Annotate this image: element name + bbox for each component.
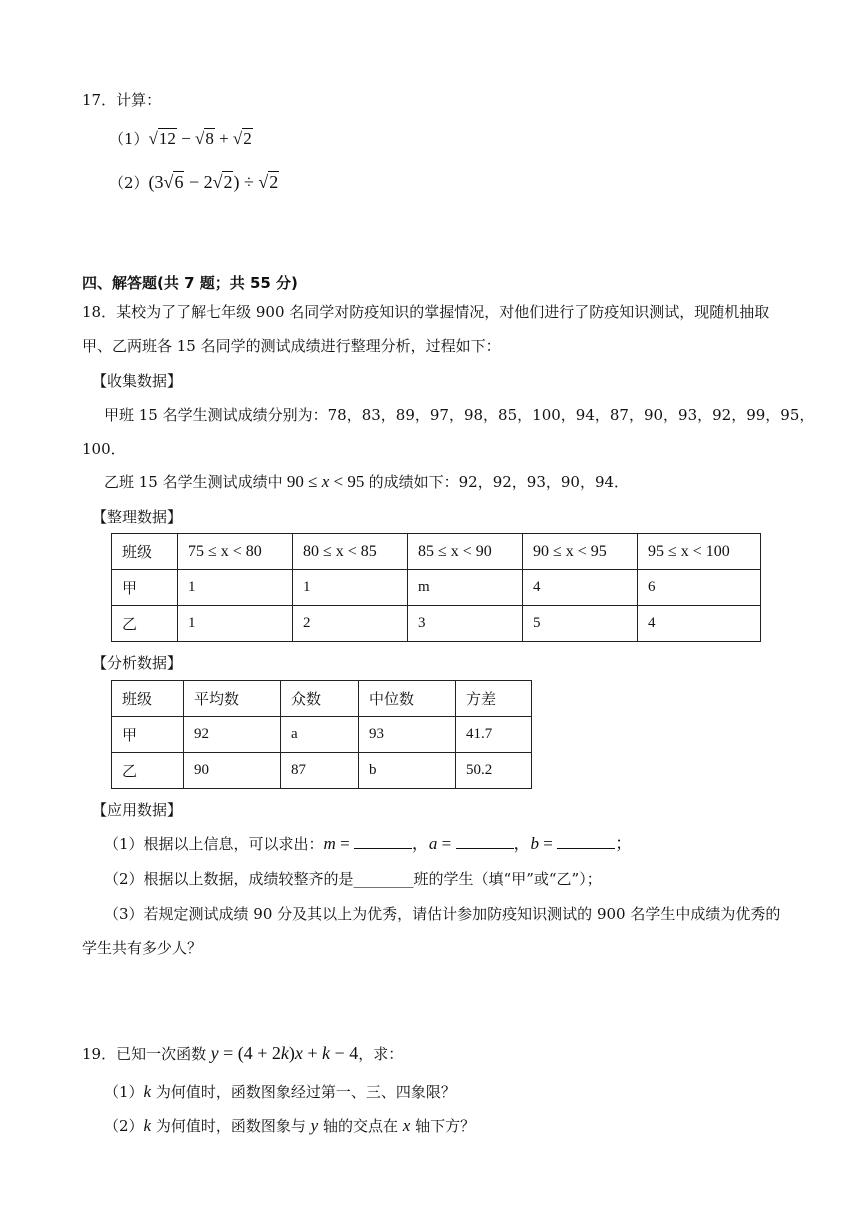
yi-scores-prefix: 乙班 15 名学生测试成绩中 [104, 473, 283, 491]
answer-blank-m[interactable] [354, 834, 412, 849]
statistics-table [111, 680, 532, 789]
frequency-table-header [112, 534, 761, 570]
table-row [112, 570, 761, 606]
table-cell: 85 ≤ x < 90 [408, 534, 523, 570]
q17-part1 [109, 128, 253, 150]
q18-sub1 [104, 833, 632, 855]
table-cell: m [408, 570, 523, 606]
table-cell: 75 ≤ x < 80 [178, 534, 293, 570]
variable-k: k [143, 1082, 152, 1101]
variable-k: k [143, 1116, 152, 1135]
table-cell: a [281, 717, 359, 753]
table-cell: 92 [184, 717, 281, 753]
table-cell: 1 [178, 606, 293, 642]
table-cell: 甲 [112, 570, 178, 606]
q19-sub2-mid: 为何值时，函数图象与 [155, 1117, 306, 1135]
table-cell: 众数 [281, 681, 359, 717]
section-heading: 四、解答题(共 7 题；共 55 分) [82, 274, 298, 292]
q19-sub1-text: 为何值时，函数图象经过第一、三、四象限？ [155, 1083, 456, 1101]
frequency-table [111, 533, 761, 642]
table-row [112, 717, 532, 753]
table-cell: 4 [523, 570, 638, 606]
q19-sub1: （1）k 为何值时，函数图象经过第一、三、四象限？ [104, 1082, 456, 1101]
table-cell: 乙 [112, 753, 184, 789]
table-cell: 50.2 [456, 753, 532, 789]
table-cell: 80 ≤ x < 85 [293, 534, 408, 570]
q18-sub1-answers: m = ，a = ，b = ； [323, 834, 633, 853]
jia-scores-line1: 甲班 15 名学生测试成绩分别为：78，83，89，97，98，85，100，94，87，90，93，92，99，95， [104, 406, 815, 424]
q19-suffix: ，求： [358, 1045, 404, 1063]
table-cell: 班级 [112, 681, 184, 717]
answer-blank-a[interactable] [456, 834, 514, 849]
q17-part2 [109, 171, 279, 194]
table-cell: 6 [638, 570, 761, 606]
table-cell: 中位数 [359, 681, 456, 717]
variable-y: y [310, 1116, 319, 1135]
q17-title: 17．计算： [82, 91, 162, 109]
table-cell: b [359, 753, 456, 789]
collect-heading: 【收集数据】 [92, 372, 183, 390]
q19-prefix: 19．已知一次函数 [82, 1045, 207, 1063]
table-cell: 1 [293, 570, 408, 606]
table-cell: 4 [638, 606, 761, 642]
table-cell: 班级 [112, 534, 178, 570]
jia-scores-line2: 100． [82, 440, 126, 458]
q18-intro-line1: 18．某校为了了解七年级 900 名同学对防疫知识的掌握情况，对他们进行了防疫知识测试，现随机抽取 [82, 303, 770, 321]
yi-range-expression: 90 ≤ x < 95 [282, 472, 369, 491]
organize-heading: 【整理数据】 [92, 508, 183, 526]
q19-sub2-mid2: 轴的交点在 [323, 1117, 399, 1135]
q18-sub3-line2: 学生共有多少人？ [82, 939, 203, 957]
table-cell: 90 [184, 753, 281, 789]
q18-sub3-line1: （3）若规定测试成绩 90 分及其以上为优秀，请估计参加防疫知识测试的 900 名学生中成绩为优秀的 [104, 905, 781, 923]
table-cell: 1 [178, 570, 293, 606]
q17-part2-label: （2） [109, 174, 149, 192]
q17-part1-expression: √12 − √8 + √2 [148, 129, 252, 148]
yi-scores-line [104, 471, 629, 493]
table-cell: 93 [359, 717, 456, 753]
q18-intro-line2: 甲、乙两班各 15 名同学的测试成绩进行整理分析，过程如下： [82, 337, 501, 355]
variable-x: x [402, 1116, 411, 1135]
answer-blank-b[interactable] [557, 834, 615, 849]
table-cell: 方差 [456, 681, 532, 717]
q17-part2-expression: (3√6 − 2√2) ÷ √2 [148, 172, 279, 192]
table-cell: 87 [281, 753, 359, 789]
table-cell: 90 ≤ x < 95 [523, 534, 638, 570]
table-row [112, 606, 761, 642]
q19-stem [82, 1042, 403, 1065]
table-cell: 5 [523, 606, 638, 642]
q19-sub2: （2）k 为何值时，函数图象与 y 轴的交点在 x 轴下方？ [104, 1116, 476, 1135]
q19-sub2-end: 轴下方？ [415, 1117, 476, 1135]
table-cell: 平均数 [184, 681, 281, 717]
q19-function-expression: y = (4 + 2k)x + k − 4 [210, 1043, 359, 1063]
table-row [112, 753, 532, 789]
analyze-heading: 【分析数据】 [92, 654, 183, 672]
table-cell: 3 [408, 606, 523, 642]
q17-part1-label: （1） [109, 130, 149, 148]
table-cell: 41.7 [456, 717, 532, 753]
table-cell: 2 [293, 606, 408, 642]
apply-heading: 【应用数据】 [92, 801, 183, 819]
q18-sub2: （2）根据以上数据，成绩较整齐的是________班的学生（填“甲”或“乙”）； [104, 870, 602, 888]
yi-scores-suffix: 的成绩如下：92，92，93，90，94． [368, 473, 630, 491]
statistics-table-header [112, 681, 532, 717]
q18-sub1-prefix: （1）根据以上信息，可以求出： [104, 835, 324, 853]
table-cell: 甲 [112, 717, 184, 753]
table-cell: 95 ≤ x < 100 [638, 534, 761, 570]
table-cell: 乙 [112, 606, 178, 642]
